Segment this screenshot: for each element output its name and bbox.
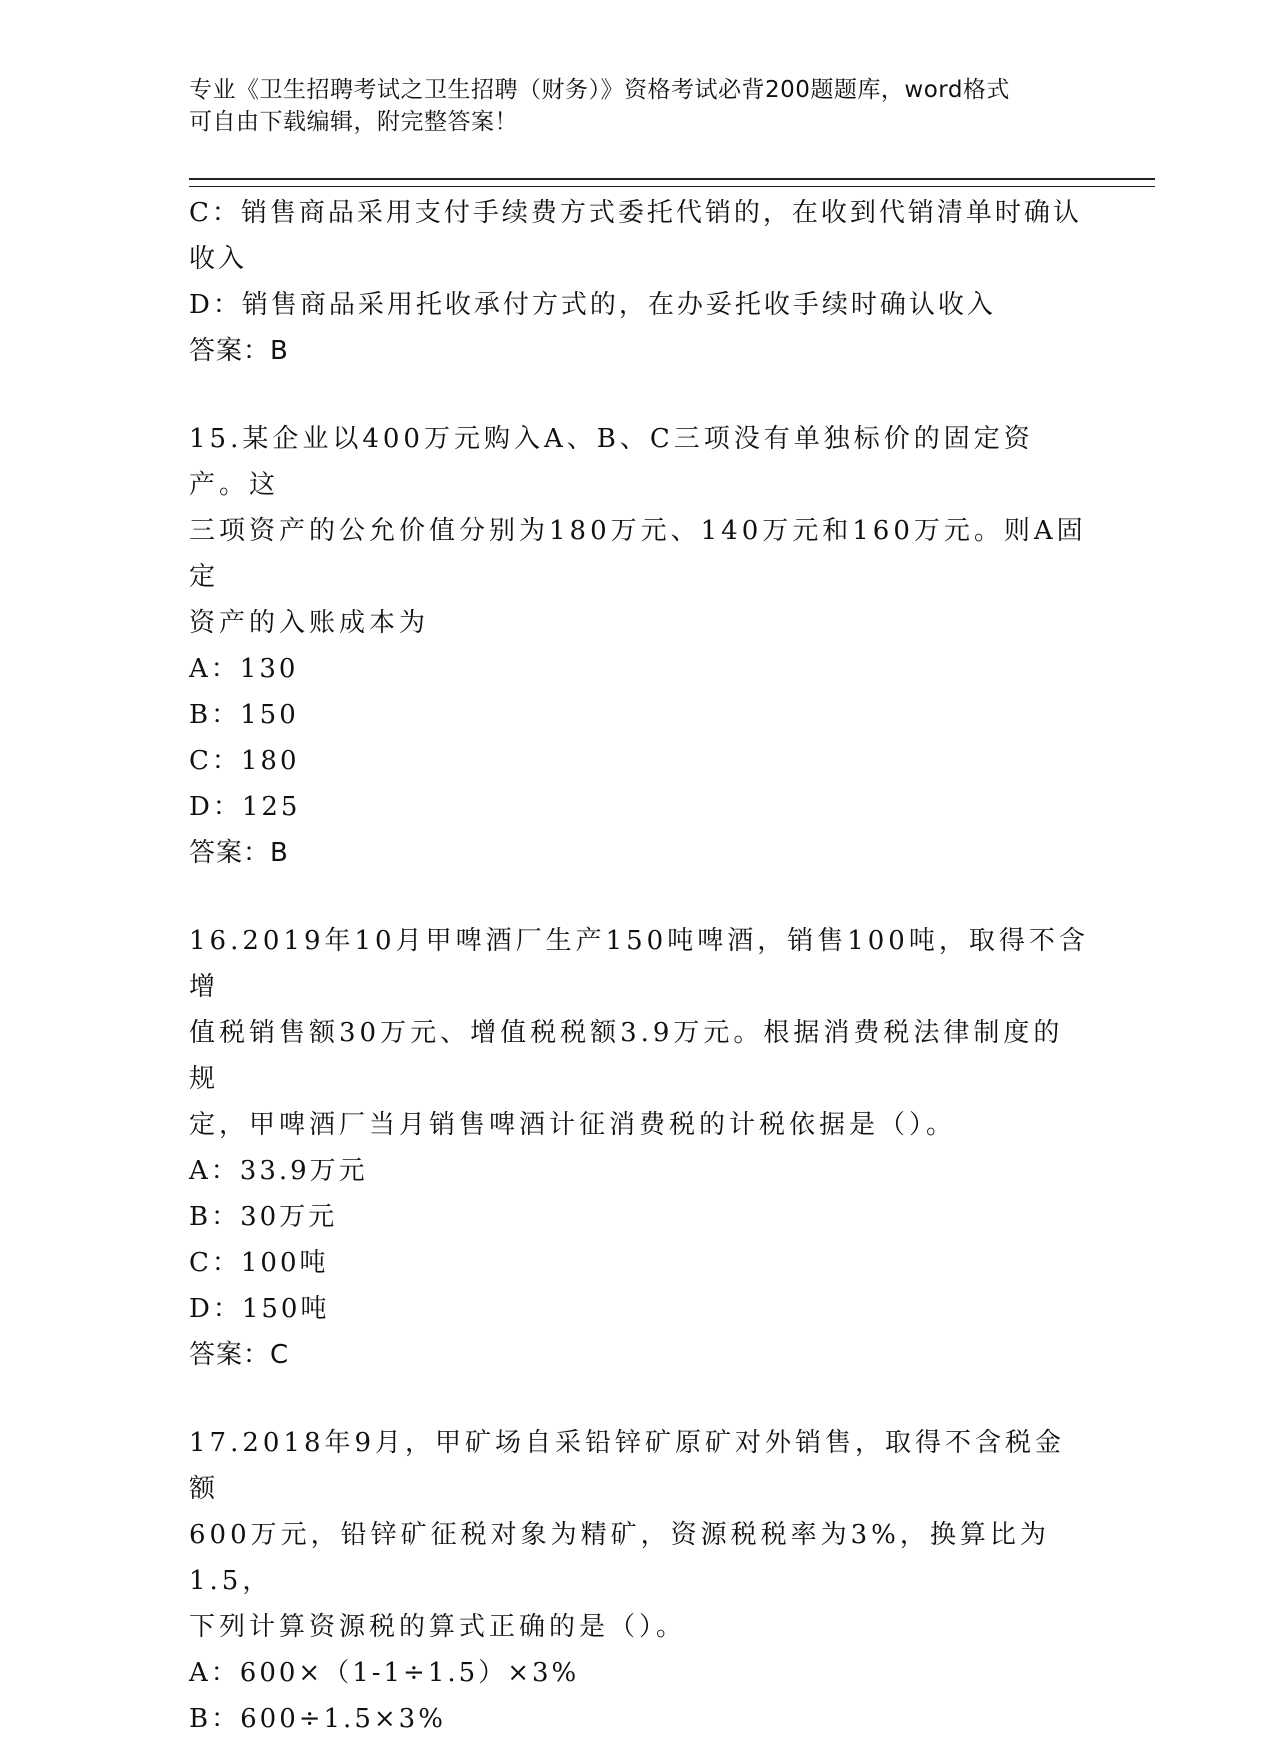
question-stem: 17.2018年9月，甲矿场自采铅锌矿原矿对外销售，取得不含税金额 [189,1428,1066,1504]
option-c: C：180 [189,746,300,776]
prev-question-block [189,190,1089,374]
question-stem: 值税销售额30万元、增值税税额3.9万元。根据消费税法律制度的规 [189,1018,1064,1094]
question-stem: 600万元，铅锌矿征税对象为精矿，资源税税率为3%，换算比为1.5， [189,1520,1050,1596]
document-header [189,74,1069,138]
answer-label: 答案：C [189,1340,290,1370]
question-stem: 三项资产的公允价值分别为180万元、140万元和160万元。则A固定 [189,516,1087,592]
question-stem: 15.某企业以400万元购入A、B、C三项没有单独标价的固定资产。这 [189,424,1034,500]
option-a: A：33.9万元 [189,1156,368,1186]
answer-label: 答案：B [189,838,289,868]
answer-label: 答案：B [189,336,289,366]
header-title-line-2: 可自由下载编辑，附完整答案！ [189,109,518,135]
option-a: A：130 [189,654,299,684]
option-b: B：600÷1.5×3% [189,1704,446,1734]
question-stem: 16.2019年10月甲啤酒厂生产150吨啤酒，销售100吨，取得不含增 [189,926,1089,1002]
question-17 [189,1420,1089,1742]
option-b: B：30万元 [189,1202,338,1232]
header-title-line-1: 专业《卫生招聘考试之卫生招聘（财务）》资格考试必背200题题库，word格式 [189,77,1010,103]
header-divider [189,178,1155,187]
option-b: B：150 [189,700,299,730]
question-stem: 资产的入账成本为 [189,608,430,638]
question-list [189,190,1089,1742]
option-c-continued: 收入 [189,244,248,274]
option-d: D：销售商品采用托收承付方式的，在办妥托收手续时确认收入 [189,290,996,320]
question-15 [189,416,1089,876]
question-16 [189,918,1089,1378]
option-a: A：600×（1-1÷1.5）×3% [189,1658,580,1688]
question-stem: 定，甲啤酒厂当月销售啤酒计征消费税的计税依据是（）。 [189,1110,957,1140]
option-d: D：125 [189,792,301,822]
option-d: D：150吨 [189,1294,330,1324]
option-c: C：销售商品采用支付手续费方式委托代销的，在收到代销清单时确认 [189,198,1082,228]
question-stem: 下列计算资源税的算式正确的是（）。 [189,1612,687,1642]
option-c: C：100吨 [189,1248,329,1278]
